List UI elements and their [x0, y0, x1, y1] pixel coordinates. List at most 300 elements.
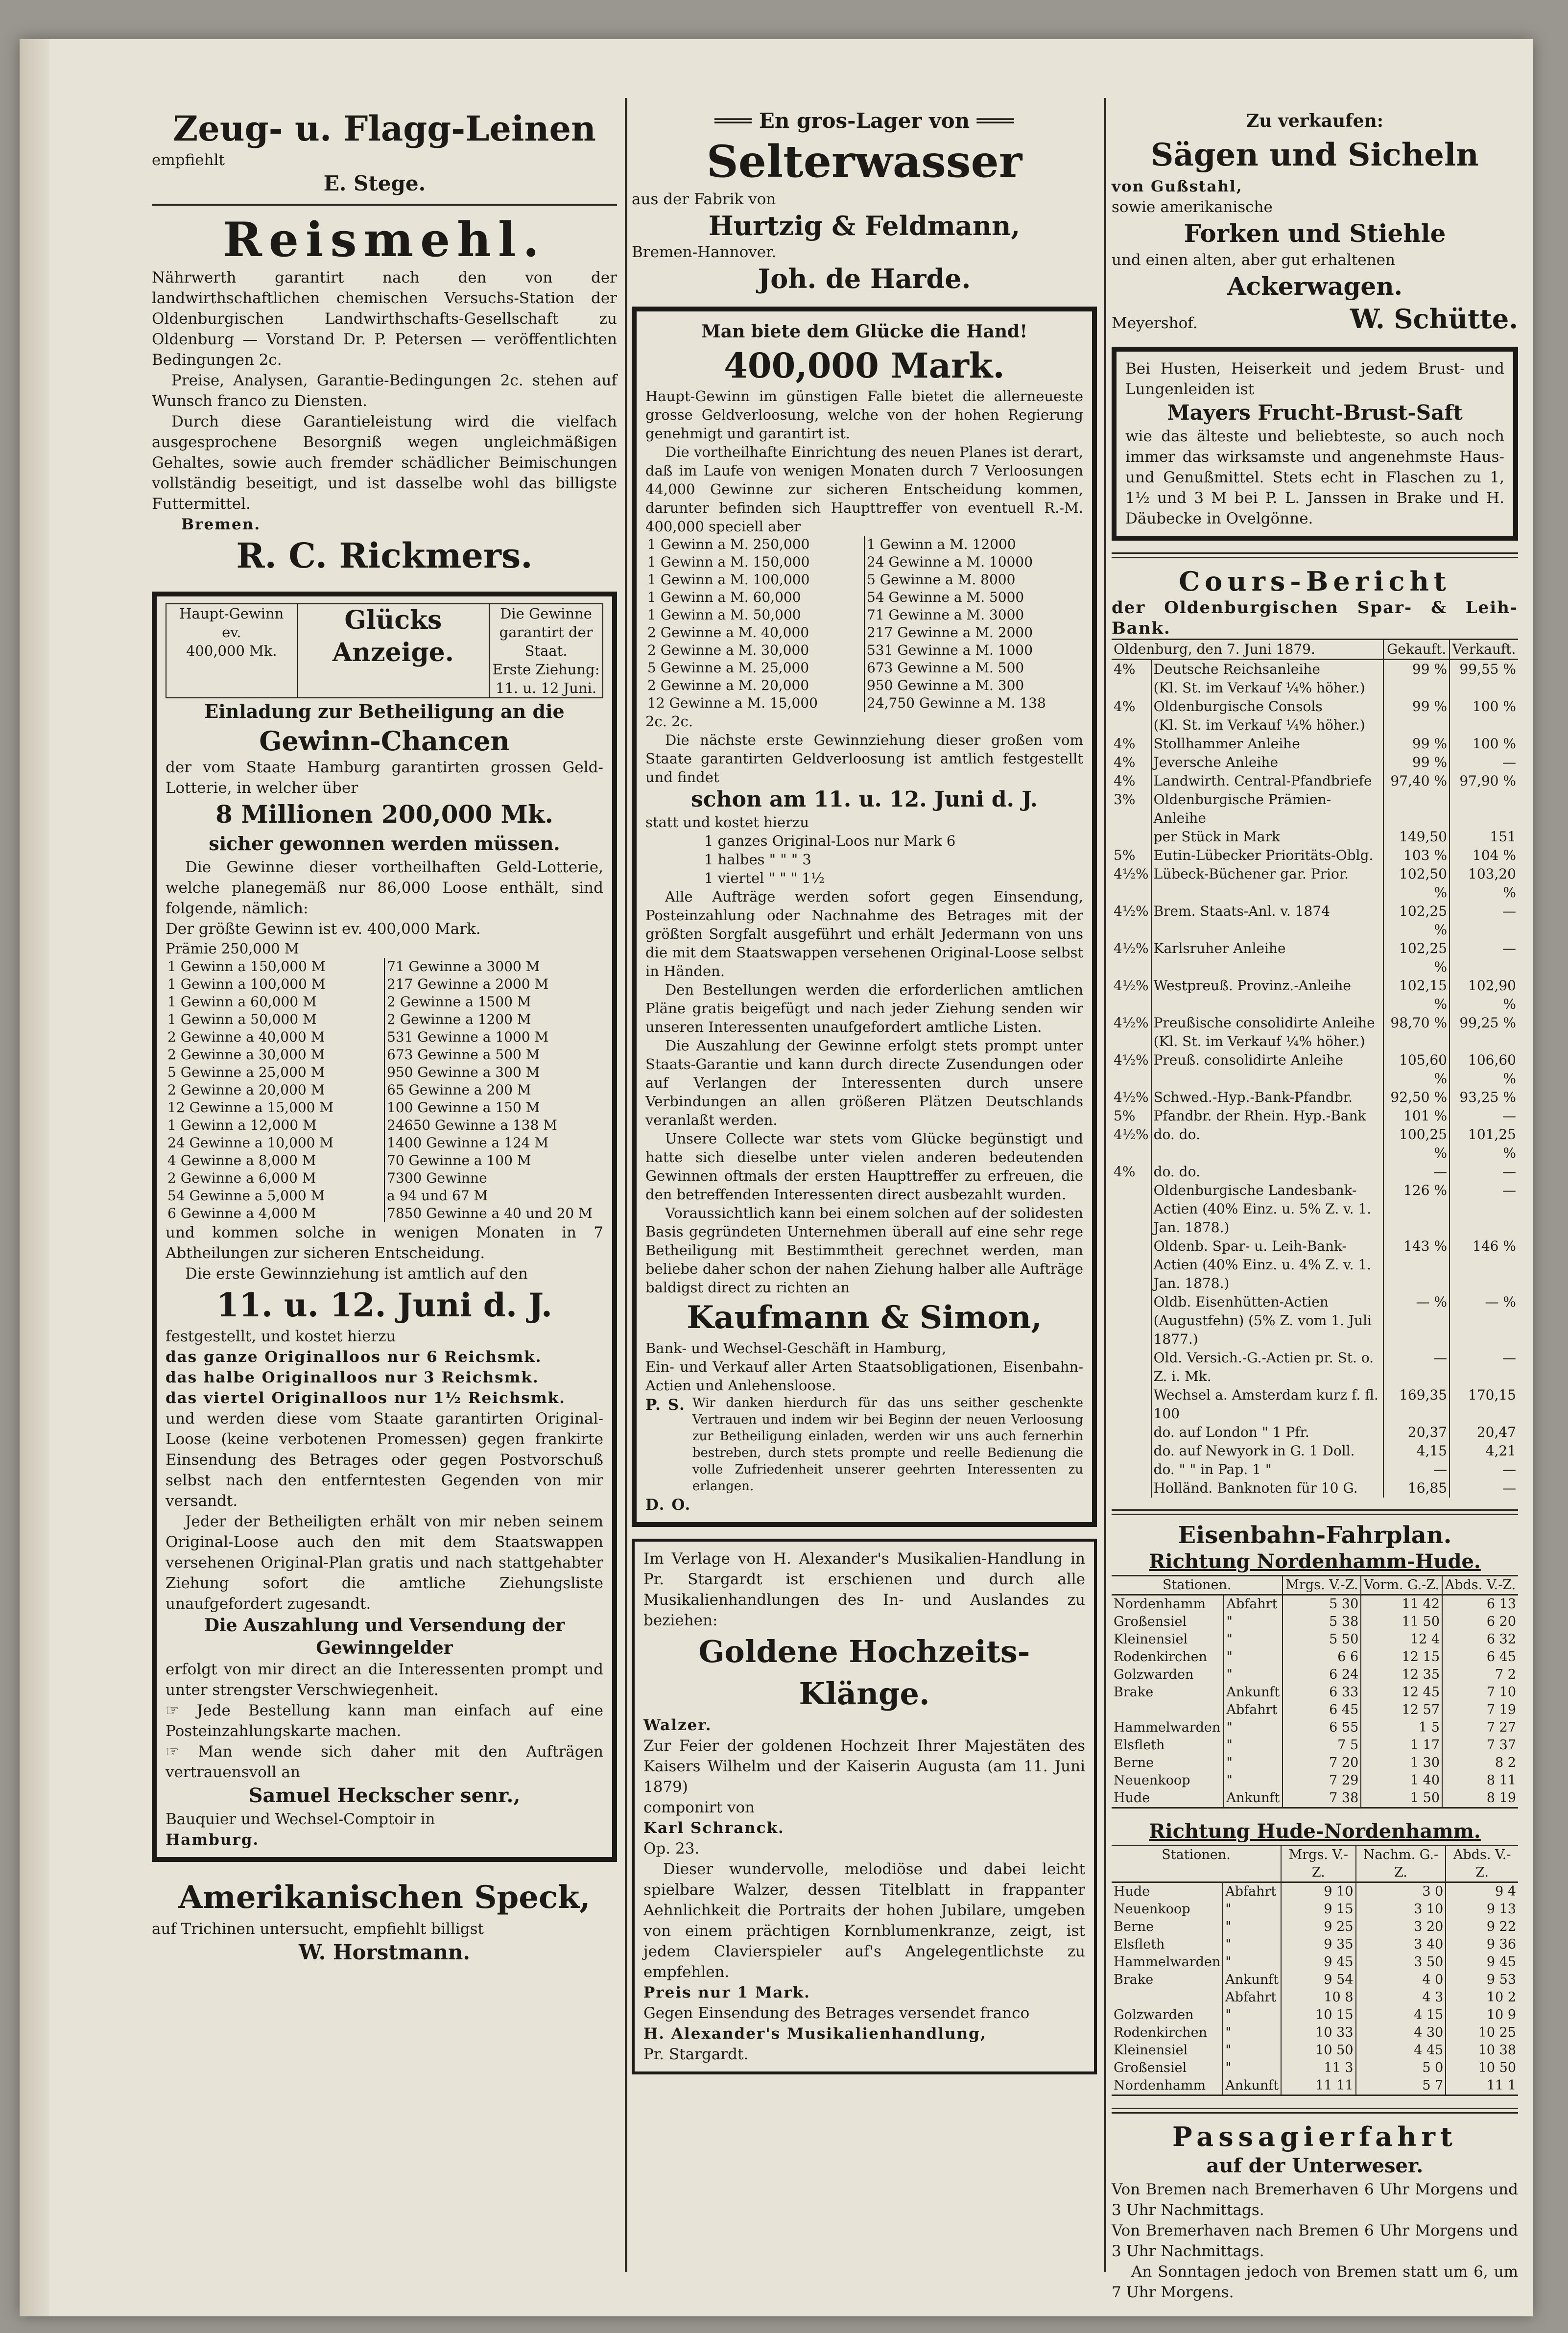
prize-line: 70 Gewinne a 100 M	[387, 1152, 531, 1168]
ad-firm: W. Horstmann.	[298, 1940, 471, 1964]
cours-row-cell: 4%	[1114, 698, 1136, 714]
cours-row-cell	[1112, 1386, 1151, 1423]
cours-body	[1112, 660, 1518, 1498]
lottery-text: Die erste Gewinnziehung ist amtlich auf den	[185, 1265, 528, 1283]
ad-text: auf Trichinen untersucht, empfiehlt billigst	[152, 1920, 484, 1938]
ad-lottery-kaufmann	[632, 307, 1097, 1527]
lottery-firm: Samuel Heckscher senr.,	[248, 1784, 521, 1807]
lottery-first-draw: Erste Ziehung: 11. u. 12 Juni.	[492, 661, 600, 696]
cours-row	[1112, 865, 1518, 902]
fahrplan-row	[1112, 1989, 1518, 2006]
cours-row-cell: —	[1449, 939, 1518, 976]
lottery-text: Den Bestellungen werden die erforderlichen amtlichen Pläne gratis beigefügt und nach jeder Ziehung senden wir unseren Interessenten unaufgefordert amtliche Listen.	[645, 981, 1083, 1035]
cours-row-cell: 3%	[1114, 791, 1136, 808]
cours-row	[1112, 1460, 1518, 1479]
prize-list-left	[645, 536, 864, 712]
ad-title: Reismehl.	[223, 212, 546, 267]
fahrplan-row-cell: 9 25	[1281, 1918, 1355, 1936]
fahrplan-row-cell: Ankunft	[1224, 1684, 1283, 1701]
cours-row-cell: Stollhammer Anleihe	[1151, 735, 1384, 753]
cours-row-cell: (Kl. St. im Verkauf ¼% höher.)	[1151, 716, 1384, 735]
divider	[152, 204, 617, 206]
cours-row-cell: 170,15	[1449, 1386, 1518, 1423]
ad-text: Durch diese Garantieleistung wird die vielfach ausgesprochene Besorgniß wegen ungleichmäßigen Gehaltes, sowie auch fremder schädlicher Beimischungen vollständig beseitigt, und ist dasselbe wohl das billigste Futtermittel.	[152, 413, 617, 513]
ad-text: Im Verlage von H. Alexander's Musikalien-Handlung in Pr. Stargardt ist erschienen und durch alle Musikalienhandlungen des In- und Auslandes zu beziehen:	[643, 1550, 1085, 1629]
cours-row-cell: 100 %	[1449, 697, 1518, 716]
fahrplan-row-cell: 7 27	[1442, 1719, 1518, 1737]
fahrplan-row-cell: 8 11	[1442, 1772, 1518, 1789]
prize-line: 24,750 Gewinne a M. 138	[867, 695, 1046, 711]
cours-row-cell	[1449, 790, 1518, 828]
fahrplan-row-cell: 10 25	[1446, 2024, 1518, 2042]
lottery-firm-sub: Ein- und Verkauf aller Arten Staatsobligationen, Eisenbahn-Actien und Anlehensloose.	[645, 1358, 1083, 1394]
fahrplan-row-cell: 1 50	[1361, 1789, 1442, 1808]
lottery-price: 1 ganzes Original-Loos nur Mark 6	[704, 833, 956, 849]
fahrplan-row-cell: "	[1223, 2059, 1281, 2077]
ad-firm: E. Stege.	[323, 171, 426, 195]
cours-row-cell: 5%	[1114, 1108, 1136, 1124]
fahrplan-row-cell: 6 24	[1283, 1666, 1361, 1684]
fahrplan-row-cell: Ankunft	[1223, 1971, 1281, 1989]
cours-row-cell: 97,40 %	[1383, 772, 1449, 790]
prize-line: 2 Gewinne a 20,000 M	[167, 1082, 325, 1098]
ad-text: und einen alten, aber gut erhaltenen	[1112, 251, 1395, 269]
lottery-invite: Einladung zur Betheiligung an die	[204, 700, 565, 722]
cours-row	[1112, 753, 1518, 772]
cours-row-cell: — %	[1449, 1293, 1518, 1349]
fahrplan-body-2	[1112, 1882, 1518, 2095]
cours-row-cell: Karlsruher Anleihe	[1151, 939, 1384, 976]
ad-title: Zeug- u. Flagg-Leinen	[173, 108, 596, 149]
divider	[1112, 1509, 1518, 1515]
fahrplan-row-cell: Kleinensiel	[1114, 1632, 1188, 1647]
prize-line: 5 Gewinne a M. 25,000	[647, 660, 809, 676]
cours-row-cell: 4½%	[1114, 1089, 1149, 1105]
prize-line: 1 Gewinn a 12,000 M	[167, 1117, 317, 1133]
ad-walzer: Walzer.	[643, 1716, 712, 1734]
fahrplan-row-cell: 3 0	[1356, 1882, 1446, 1901]
lottery-firm-sub: Bauquier und Wechsel-Comptoir in	[166, 1810, 435, 1828]
cours-row-cell: —	[1449, 1479, 1518, 1498]
fahrplan-row-cell: "	[1224, 1719, 1283, 1737]
fahrplan-header-col: Mrgs. V.-Z.	[1283, 1576, 1361, 1595]
cours-row-cell: Lübeck-Büchener gar. Prior.	[1151, 865, 1384, 902]
cours-row-cell: 143 %	[1383, 1237, 1449, 1293]
cours-row-cell: Oldenburgische Landesbank-Actien (40% Einz. u. 5% Z. v. 1. Jan. 1878.)	[1151, 1181, 1384, 1237]
fahrplan-row-cell: "	[1224, 1613, 1283, 1631]
cours-row-cell	[1449, 1032, 1518, 1051]
cours-header-gekauft: Gekauft.	[1383, 640, 1449, 660]
lottery-sicher: sicher gewonnen werden müssen.	[209, 833, 560, 855]
fahrplan-row	[1112, 1901, 1518, 1918]
cours-row-cell: Westpreuß. Provinz.-Anleihe	[1151, 976, 1384, 1014]
fahrplan-row-cell: 7 2	[1442, 1666, 1518, 1684]
cours-row-cell: 4%	[1114, 754, 1136, 770]
fahrplan-row-cell: 12 45	[1361, 1684, 1442, 1701]
cours-row-cell: 103,20 %	[1449, 865, 1518, 902]
ornament-rule: ═══	[714, 109, 759, 133]
fahrplan-row-cell: 7 5	[1283, 1737, 1361, 1754]
fahrplan-row-cell: Rodenkirchen	[1114, 1649, 1208, 1665]
fahrplan-row-cell: 6 45	[1283, 1701, 1361, 1719]
ad-text: Dieser wundervolle, melodiöse und dabei leicht spielbare Walzer, dessen Titelblatt in frappanter Aehnlichkeit die Portraits der hohen Jubilare, umgeben von einem prächtigen Kornblumenkranze, zeigt, ist jedem Clavierspieler auf's Angelegentlichste zu empfehlen.	[643, 1860, 1085, 1981]
cours-row	[1112, 846, 1518, 865]
fahrplan-row-cell: "	[1224, 1648, 1283, 1666]
cours-row-cell	[1112, 679, 1151, 697]
cours-row-cell: (Kl. St. im Verkauf ¼% höher.)	[1151, 679, 1384, 697]
cours-row-cell: 4½%	[1114, 977, 1149, 994]
fahrplan-row	[1112, 1719, 1518, 1737]
ad-head: Zu verkaufen:	[1246, 111, 1384, 131]
fahrplan-header-col: Abds. V.-Z.	[1446, 1846, 1518, 1882]
cours-row-cell: 102,25 %	[1383, 902, 1449, 939]
fahrplan-row-cell: 6 33	[1283, 1684, 1361, 1701]
cours-row-cell: —	[1383, 1460, 1449, 1479]
prize-line: 7850 Gewinne a 40 und 20 M	[387, 1205, 593, 1221]
fahrplan-row-cell: Brake	[1114, 1685, 1154, 1700]
fahrplan-row-cell: Hammelwarden	[1114, 1954, 1221, 1970]
lottery-ps	[645, 1395, 1083, 1495]
prize-line: 2 Gewinne a 6,000 M	[167, 1170, 316, 1186]
fahrplan-table-1	[1112, 1575, 1518, 1809]
prize-list-right	[864, 536, 1083, 712]
cours-row-cell	[1383, 1032, 1449, 1051]
lottery-date: 11. u. 12. Juni d. J.	[216, 1286, 552, 1324]
fahrplan-row-cell: 9 15	[1281, 1901, 1355, 1918]
cours-row-cell: 102,50 %	[1383, 865, 1449, 902]
ad-text: wie das älteste und beliebteste, so auch noch immer das wirksamste und angenehmste Haus- und Genußmittel. Stets echt in Flaschen zu 1, 1½ und 3 M bei P. L. Janssen in Brake und H. Däubecke in Ovelgönne.	[1125, 428, 1504, 527]
ad-title: Goldene Hochzeits-Klänge.	[698, 1634, 1030, 1712]
fahrplan-row-cell: Abfahrt	[1223, 1882, 1281, 1901]
lottery-intro: der vom Staate Hamburg garantirten grossen Geld-Lotterie, in welcher über	[166, 759, 603, 797]
fahrplan-header-col: Nachm. G.-Z.	[1356, 1846, 1446, 1882]
cours-row-cell: 4½%	[1114, 903, 1149, 919]
fahrplan-row-cell: 9 54	[1281, 1971, 1355, 1989]
cours-row-cell	[1383, 716, 1449, 735]
cours-row	[1112, 1181, 1518, 1237]
cours-row-cell: 4%	[1114, 661, 1136, 677]
lottery-price: 1 halbes " " " 3	[704, 851, 811, 868]
fahrplan-row	[1112, 2059, 1518, 2077]
fahrplan-row-cell: Nordenhamm	[1114, 2078, 1206, 2093]
fahrplan-row-cell: 6 13	[1442, 1595, 1518, 1614]
cours-row-cell: 92,50 %	[1383, 1088, 1449, 1107]
ad-music-alexander	[632, 1539, 1097, 2074]
cours-row-cell: 99,55 %	[1449, 660, 1518, 679]
cours-row	[1112, 1051, 1518, 1088]
fahrplan-row-cell: 4 3	[1356, 1989, 1446, 2006]
fahrplan-row-cell: 7 19	[1442, 1701, 1518, 1719]
cours-row	[1112, 1423, 1518, 1442]
fahrplan-row-cell: 11 1	[1446, 2077, 1518, 2095]
fahrplan-row-cell: Golzwarden	[1114, 1667, 1194, 1682]
cours-row-cell: 102,25 %	[1383, 939, 1449, 976]
fahrplan-row	[1112, 1684, 1518, 1701]
cours-row-cell: Preußische consolidirte Anleihe	[1151, 1014, 1384, 1032]
cours-row-cell	[1112, 1460, 1151, 1479]
prize-line: 1 Gewinn a M. 50,000	[647, 607, 801, 623]
lottery-text	[166, 1741, 603, 1783]
ad-selterwasser	[632, 108, 1097, 295]
lottery-text: Haupt-Gewinn im günstigen Falle bietet die allerneueste grosse Geldverloosung, welche von der hohen Regierung genehmigt und garantirt ist.	[645, 388, 1083, 442]
fahrplan-row-cell	[1112, 1701, 1224, 1719]
fahrplan-row-cell: 8 19	[1442, 1789, 1518, 1808]
prize-line: 5 Gewinne a 25,000 M	[167, 1064, 325, 1080]
cours-header-verkauft: Verkauft.	[1449, 640, 1518, 660]
fahrplan-row-cell: 10 50	[1281, 2042, 1355, 2059]
cours-row-cell	[1112, 828, 1151, 846]
fahrplan-row-cell: 9 53	[1446, 1971, 1518, 1989]
ad-city: Bremen-Hannover.	[632, 243, 777, 261]
fahrplan-row-cell: 4 45	[1356, 2042, 1446, 2059]
fahrplan-row	[1112, 1666, 1518, 1684]
lottery-main-prize-value: 400,000 Mk.	[186, 643, 277, 659]
fahrplan-row-cell: 9 22	[1446, 1918, 1518, 1936]
fahrplan-row-cell: 5 0	[1356, 2059, 1446, 2077]
prize-line: 673 Gewinne a 500 M	[387, 1047, 540, 1063]
cours-row-cell: 100 %	[1449, 735, 1518, 753]
fahrplan-row-cell: 11 11	[1281, 2077, 1355, 2095]
fahrplan-row-cell: 7 29	[1283, 1772, 1361, 1789]
cours-row-cell: —	[1383, 1349, 1449, 1386]
cours-row-cell: 99 %	[1383, 735, 1449, 753]
fahrplan-row-cell: 9 45	[1446, 1953, 1518, 1971]
prize-line: 1 Gewinn a M. 250,000	[647, 536, 810, 552]
fahrplan-row-cell: Neuenkoop	[1114, 1902, 1190, 1917]
ad-name: Joh. de Harde.	[758, 263, 971, 294]
cours-row-cell: Pfandbr. der Rhein. Hyp.-Bank	[1151, 1107, 1384, 1125]
cours-row-cell	[1112, 1293, 1151, 1349]
fahrplan-row-cell: 10 2	[1446, 1989, 1518, 2006]
cours-row-cell	[1112, 1349, 1151, 1386]
lottery-text: Unsere Collecte war stets vom Glücke begünstigt und hatte sich dieselbe unter vielen anderen bedeutenden Gewinnen oftmals der ersten Haupttreffer zu erfreuen, die den betreffenden Interessenten direct ausbezahlt wurden.	[645, 1130, 1083, 1203]
lottery-text: festgestellt, und kostet hierzu	[166, 1328, 396, 1345]
cours-row-cell: 4,15	[1383, 1442, 1449, 1460]
lottery-garantie	[489, 604, 603, 698]
fahrplan-row	[1112, 2077, 1518, 2095]
fahrplan-row-cell: "	[1223, 1953, 1281, 1971]
lottery-firm-sub: Bank- und Wechsel-Geschäft in Hamburg,	[645, 1340, 947, 1357]
column-rule-2	[1104, 98, 1106, 2272]
lottery-garantie-text: Die Gewinne garantirt der Staat.	[499, 605, 593, 659]
ps-label: P. S.	[645, 1396, 686, 1414]
lottery-firm: Kaufmann & Simon,	[687, 1299, 1042, 1336]
passagierfahrt	[1112, 2120, 1518, 2303]
ad-zeug-leinen	[152, 108, 617, 197]
fahrplan-row-cell: 1 30	[1361, 1754, 1442, 1772]
fahrplan-row-cell: 5 30	[1283, 1595, 1361, 1614]
fahrplan-row-cell: 6 6	[1283, 1648, 1361, 1666]
fahrplan-row-cell: Abfahrt	[1223, 1989, 1281, 2006]
cours-row	[1112, 679, 1518, 697]
fahrplan-row	[1112, 1737, 1518, 1754]
ad-price: Preis nur 1 Mark.	[643, 1984, 810, 2001]
lottery-auszahlung: Die Auszahlung und Versendung der Gewinngelder	[204, 1615, 565, 1658]
cours-row-cell	[1449, 716, 1518, 735]
cours-row-cell: 100,25 %	[1383, 1125, 1449, 1163]
fahrplan-row-cell: 8 2	[1442, 1754, 1518, 1772]
cours-row-cell: 97,90 %	[1449, 772, 1518, 790]
prize-line: 2 Gewinne a 30,000 M	[167, 1047, 325, 1063]
fahrplan-row-cell: Hude	[1114, 1790, 1150, 1806]
cours-row-cell: 4½%	[1114, 1126, 1149, 1143]
fahrplan-row-cell: 5 50	[1283, 1631, 1361, 1648]
lottery-prize-table	[645, 536, 1083, 712]
fahrplan-row-cell: 11 50	[1361, 1613, 1442, 1631]
fahrplan-row-cell: Elsfleth	[1114, 1738, 1165, 1753]
fahrplan-row-cell: 10 8	[1281, 1989, 1355, 2006]
lottery-text: Die vortheilhafte Einrichtung des neuen Planes ist derart, daß im Laufe von wenigen Monaten durch 7 Verloosungen 44,000 Gewinne zur sicheren Entscheidung kommen, darunter befinden sich Haupttreffer von eventuell R.-M. 400,000 speciell aber	[645, 444, 1083, 535]
ad-title: Selterwasser	[706, 136, 1022, 188]
cours-row-cell	[1383, 790, 1449, 828]
lottery-text: und werden diese vom Staate garantirten Original-Loose (keine verbotenen Promessen) gegen frankirte Einsendung des Betrages oder gegen Postvorschuß selbst nach den entferntesten Gegenden von mir versandt.	[166, 1410, 603, 1510]
lottery-main-prize-label: Haupt-Gewinn ev.	[179, 605, 284, 641]
prize-line: 24 Gewinne a M. 10000	[867, 554, 1033, 570]
fahrplan-row-cell: 7 37	[1442, 1737, 1518, 1754]
cours-row-cell: 99 %	[1383, 697, 1449, 716]
fahrplan-row-cell: Rodenkirchen	[1114, 2025, 1208, 2040]
prize-line: 673 Gewinne a M. 500	[867, 660, 1024, 676]
cours-row-cell	[1112, 1423, 1151, 1442]
cours-row	[1112, 716, 1518, 735]
prize-list-right	[384, 958, 603, 1222]
fahrplan-row-cell: 10 38	[1446, 2042, 1518, 2059]
fahrplan-row-cell: 3 50	[1356, 1953, 1446, 1971]
ad-text: Preise, Analysen, Garantie-Bedingungen 2c. stehen auf Wunsch franco zu Diensten.	[152, 372, 617, 410]
cours-row-cell: — %	[1383, 1293, 1449, 1349]
binding-gutter	[20, 39, 49, 2316]
fahrplan-row-cell: Berne	[1114, 1919, 1154, 1934]
prize-line: 2 Gewinne a M. 30,000	[647, 642, 809, 658]
prize-line: 2 Gewinne a 1200 M	[387, 1011, 531, 1027]
cours-date: Oldenburg, den 7. Juni 1879.	[1112, 640, 1383, 660]
fahrplan-row-cell: 9 36	[1446, 1936, 1518, 1953]
prize-line: 531 Gewinne a 1000 M	[387, 1029, 549, 1045]
lottery-text	[166, 1700, 603, 1741]
prize-line: 100 Gewinne a 150 M	[387, 1099, 540, 1116]
fahrplan-row-cell: Großensiel	[1114, 1614, 1187, 1629]
fahrplan-row-cell: 9 10	[1281, 1882, 1355, 1901]
cours-row-cell: 99 %	[1383, 660, 1449, 679]
fahrplan-row	[1112, 2006, 1518, 2024]
fahrplan-row-cell: Nordenhamm	[1114, 1596, 1206, 1612]
cours-row-cell	[1449, 679, 1518, 697]
fahrplan-row-cell: 9 13	[1446, 1901, 1518, 1918]
cours-row-cell: 102,90 %	[1449, 976, 1518, 1014]
hand-icon: ☞	[166, 1743, 198, 1761]
fahrplan-row	[1112, 1613, 1518, 1631]
fahrplan-row-cell: 6 45	[1442, 1648, 1518, 1666]
ad-title: Amerikanischen Speck,	[178, 1879, 591, 1916]
cours-row	[1112, 772, 1518, 790]
cours-row-cell	[1112, 1479, 1151, 1498]
ad-saegen	[1112, 108, 1518, 335]
cours-row-cell: —	[1449, 1107, 1518, 1125]
prize-line: 54 Gewinne a 5,000 M	[167, 1188, 325, 1204]
cours-row	[1112, 976, 1518, 1014]
prize-line: 1 Gewinn a M. 150,000	[647, 554, 810, 570]
ad-title: Forken und Stiehle	[1184, 219, 1446, 248]
cours-row-cell: Eutin-Lübecker Prioritäts-Oblg.	[1151, 846, 1384, 865]
prize-line: a 94 und 67 M	[387, 1188, 488, 1204]
fahrplan-row-cell: 10 50	[1446, 2059, 1518, 2077]
cours-row-cell: Brem. Staats-Anl. v. 1874	[1151, 902, 1384, 939]
lottery-praemie: Prämie 250,000 M	[166, 940, 299, 957]
cours-row	[1112, 1125, 1518, 1163]
lottery-text: Die Gewinne dieser vortheilhaften Geld-Lotterie, welche planegemäß nur 86,000 Loose enthält, sind folgende, nämlich:	[166, 858, 603, 917]
fahrplan-row	[1112, 1772, 1518, 1789]
fahrplan-row-cell: 6 20	[1442, 1613, 1518, 1631]
fahrplan-row-cell: 10 9	[1446, 2006, 1518, 2024]
fahrplan-row	[1112, 2042, 1518, 2059]
cours-row-cell: 101,25 %	[1449, 1125, 1518, 1163]
fahrplan-header-col: Mrgs. V.-Z.	[1281, 1846, 1355, 1882]
prize-line: 71 Gewinne a M. 3000	[867, 607, 1024, 623]
fahrplan-row-cell: Abfahrt	[1224, 1701, 1283, 1719]
fahrplan-table-2	[1112, 1845, 1518, 2096]
fahrplan-header-station: Stationen.	[1112, 1576, 1283, 1595]
cours-subtitle: der Oldenburgischen Spar- & Leih-Bank.	[1112, 598, 1518, 638]
fahrplan-row-cell: 12 4	[1361, 1631, 1442, 1648]
cours-row-cell: 20,37	[1383, 1423, 1449, 1442]
fahrplan-row-cell: "	[1223, 1901, 1281, 1918]
cours-row-cell: per Stück in Mark	[1151, 828, 1384, 846]
ad-footer	[1112, 303, 1518, 335]
cours-row-cell: Schwed.-Hyp.-Bank-Pfandbr.	[1151, 1088, 1384, 1107]
cours-row-cell: (Kl. St. im Verkauf ¼% höher.)	[1151, 1032, 1384, 1051]
cours-title: Cours-Bericht	[1179, 566, 1451, 597]
prize-line: 1400 Gewinne a 124 M	[387, 1135, 549, 1151]
fahrplan-row-cell: 1 40	[1361, 1772, 1442, 1789]
fahrplan-row	[1112, 1953, 1518, 1971]
fahrplan-row-cell: Hude	[1114, 1884, 1150, 1899]
prize-line: 1 Gewinn a M. 12000	[867, 536, 1016, 552]
fahrplan-row-cell: "	[1223, 2006, 1281, 2024]
cours-row	[1112, 1014, 1518, 1032]
cours-row	[1112, 902, 1518, 939]
cours-row	[1112, 660, 1518, 679]
fahrplan-header-col: Vorm. G.-Z.	[1361, 1576, 1442, 1595]
cours-row-cell	[1383, 679, 1449, 697]
ad-text: Zur Feier der goldenen Hochzeit Ihrer Majestäten des Kaisers Wilhelm und der Kaiserin Augusta (am 11. Juni 1879)	[643, 1737, 1085, 1796]
cours-row-cell: —	[1449, 1460, 1518, 1479]
fahrplan-row-cell: 10 15	[1281, 2006, 1355, 2024]
prize-line: 12 Gewinne a M. 15,000	[647, 695, 818, 711]
lottery-text: und kommen solche in wenigen Monaten in 7 Abtheilungen zur sicheren Entscheidung.	[166, 1224, 603, 1262]
lottery-text: statt und kostet hierzu	[645, 814, 809, 831]
fahrplan-direction: Richtung Nordenhamm-Hude.	[1149, 1550, 1481, 1573]
fahrplan-row-cell: 3 10	[1356, 1901, 1446, 1918]
fahrplan-row	[1112, 1918, 1518, 1936]
cours-row-cell: —	[1449, 753, 1518, 772]
cours-row	[1112, 735, 1518, 753]
cours-row	[1112, 1293, 1518, 1349]
prize-line: 6 Gewinne a 4,000 M	[167, 1205, 316, 1221]
prize-line: 2 Gewinne a 40,000 M	[167, 1029, 325, 1045]
fahrplan-row-cell: 9 4	[1446, 1882, 1518, 1901]
lottery-price: 1 viertel " " " 1½	[704, 870, 825, 886]
fahrplan-row-cell: Neuenkoop	[1114, 1773, 1190, 1788]
cours-row-cell: 16,85	[1383, 1479, 1449, 1498]
lottery-text: Die Auszahlung der Gewinne erfolgt stets prompt unter Staats-Garantie und kann durch directe Zusendungen oder auf Verlangen der Interessenten durch unsere Verbindungen an allen größeren Plätzen Deutschlands veranlaßt werden.	[645, 1037, 1083, 1128]
fahrplan-row-cell: "	[1224, 1631, 1283, 1648]
ad-firm: W. Schütte.	[1350, 303, 1518, 334]
pass-text: Von Bremen nach Bremerhaven 6 Uhr Morgens und 3 Uhr Nachmittags.	[1112, 2181, 1518, 2219]
cours-row-cell	[1112, 1237, 1151, 1293]
hand-icon: ☞	[166, 1702, 197, 1719]
fahrplan-row-cell: 7 38	[1283, 1789, 1361, 1808]
cours-row-cell: 4%	[1114, 773, 1136, 789]
